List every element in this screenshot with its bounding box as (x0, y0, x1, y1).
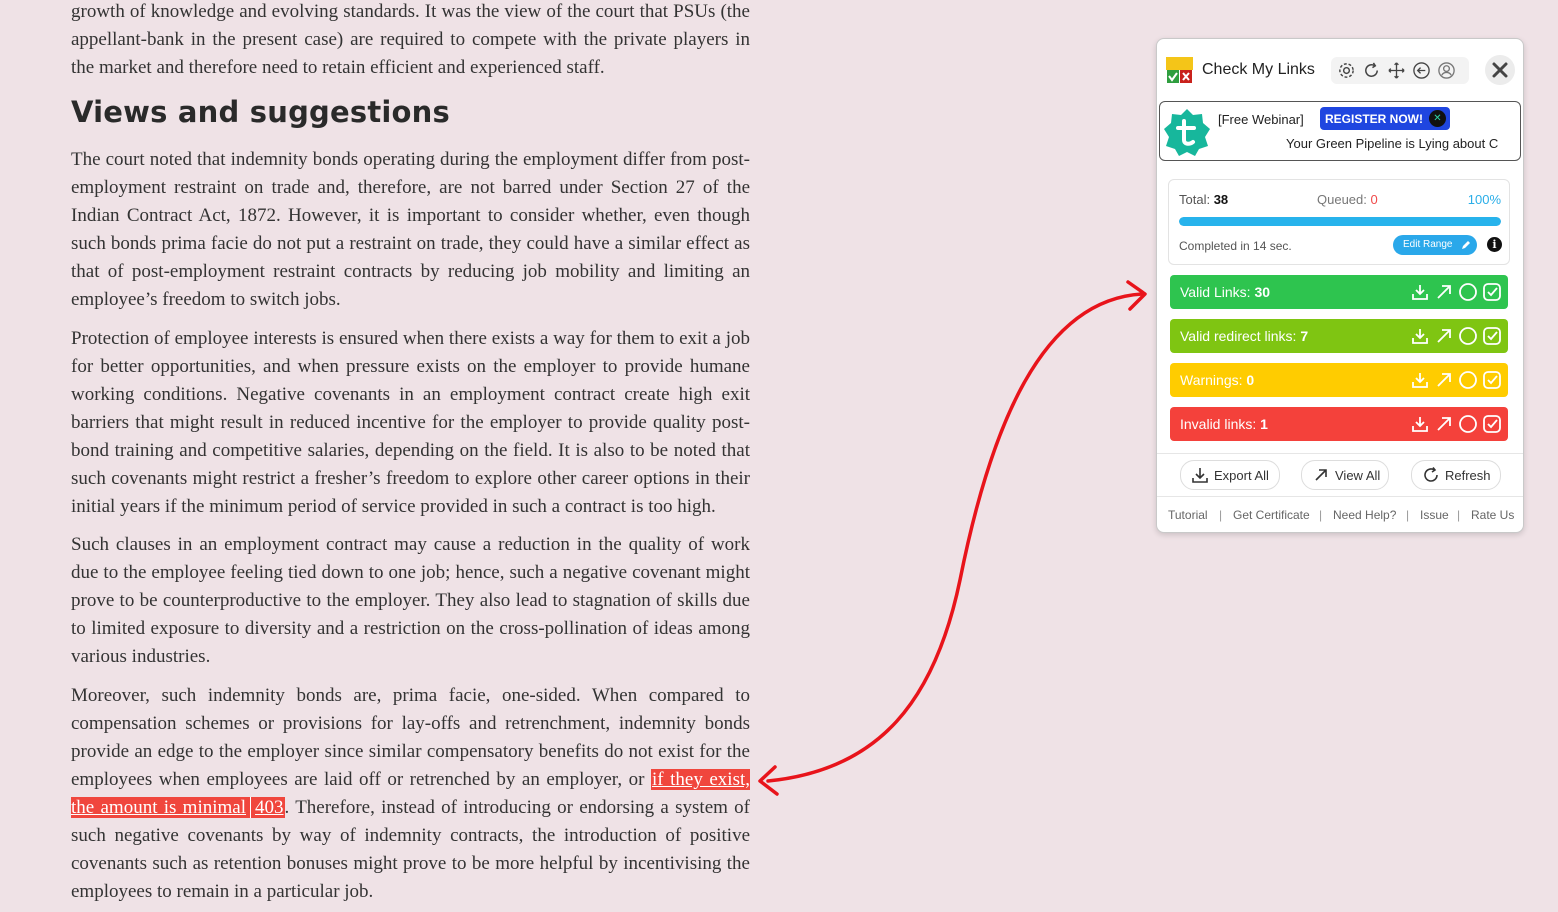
check-icon[interactable] (1482, 326, 1502, 346)
download-icon[interactable] (1410, 370, 1430, 390)
paragraph-4 (71, 682, 750, 906)
panel-toolbar (1331, 57, 1469, 84)
move-icon[interactable] (1387, 61, 1406, 80)
open-external-icon[interactable] (1434, 370, 1454, 390)
back-icon[interactable] (1412, 61, 1431, 80)
webinar-headline[interactable]: Your Green Pipeline is Lying about C (1286, 136, 1499, 151)
footer-separator: | (1219, 508, 1223, 522)
pencil-icon (1460, 239, 1472, 251)
paragraph-3: Such clauses in an employment contract may cause a reduction in the quality of work due to the employee feeling tied down to one job; hence, such a negative covenant might prove to be counterproductive to the employer. They also lead to stagnation of skills due to limited exposure to diversity and a restriction on the cross-pollination of ideas among various industries. (71, 534, 750, 667)
paragraph-intro: growth of knowledge and evolving standards. It was the view of the court that PSUs (the appellant-bank in the present case) are required to compete with the private players in the market and therefore need to retain efficient and experienced staff. (71, 1, 750, 78)
category-warnings[interactable] (1170, 363, 1508, 397)
circle-icon[interactable] (1458, 282, 1478, 302)
circle-icon[interactable] (1458, 414, 1478, 434)
invalid-link-text[interactable]: if they exist, the amount is minimal (71, 769, 750, 818)
category-label[interactable]: Valid Links: 30 (1180, 284, 1271, 300)
refresh-button[interactable] (1411, 460, 1501, 490)
sponsor-logo-icon: ✕ (1429, 110, 1446, 127)
download-icon[interactable] (1410, 326, 1430, 346)
download-icon[interactable] (1410, 282, 1430, 302)
paragraph-2: Protection of employee interests is ensured when there exists a way for them to exit a job for better opportunities, and when pressure exists on the employer to provide humane working conditions. Negative covenants in an employment contract create high exit barriers that might result in reduced incentive for the employer to provide quality post-bond training and competitive salaries, depending on the field. It is also to be noted that such covenants might restrict a fresher’s freedom to explore other career options in their initial years if the minimum period of service provided in such a contract is too high. (71, 328, 750, 517)
arrow-curve (768, 294, 1142, 781)
view-all-button[interactable] (1301, 460, 1389, 490)
info-icon[interactable]: i (1487, 237, 1502, 252)
category-label[interactable]: Valid redirect links: 7 (1180, 328, 1309, 344)
close-icon[interactable] (1485, 55, 1515, 85)
get-certificate-link[interactable]: Get Certificate (1233, 508, 1310, 522)
refresh-icon (1422, 466, 1440, 484)
open-external-icon[interactable] (1434, 326, 1454, 346)
need-help-link[interactable]: Need Help? (1333, 508, 1397, 522)
tutorial-link[interactable]: Tutorial (1168, 508, 1208, 522)
webinar-logo-icon (1162, 107, 1212, 157)
open-external-icon (1312, 466, 1330, 484)
progress-bar-fill (1179, 217, 1501, 226)
paragraph-4-text: Moreover, such indemnity bonds are, prima facie, one-sided. When compared to compensation schemes or provisions for lay-offs and retrenchment, indemnity bonds provide an edge to the employer since similar compensatory benefits do not exist for the employees when employees are laid off or retrenched by an employer, or (71, 685, 750, 790)
check-icon[interactable] (1482, 282, 1502, 302)
section-heading: Views and suggestions (71, 95, 450, 129)
category-valid-links[interactable] (1170, 275, 1508, 309)
arrow-head-right (1128, 282, 1145, 309)
progress-bar (1179, 217, 1501, 226)
account-icon[interactable] (1437, 61, 1456, 80)
stats-box (1168, 179, 1510, 265)
refresh-icon[interactable] (1362, 61, 1381, 80)
settings-icon[interactable] (1337, 61, 1356, 80)
category-valid-redirect-links[interactable] (1170, 319, 1508, 353)
refresh-label[interactable]: Refresh (1445, 468, 1491, 483)
close-button[interactable] (1485, 55, 1515, 85)
check-icon[interactable] (1482, 414, 1502, 434)
check-my-links-logo-icon (1166, 57, 1193, 84)
category-invalid-links[interactable] (1170, 407, 1508, 441)
circle-icon[interactable] (1458, 326, 1478, 346)
export-all-label[interactable]: Export All (1214, 468, 1269, 483)
footer-separator: | (1319, 508, 1323, 522)
action-bar (1157, 453, 1523, 497)
check-my-links-panel (1156, 38, 1524, 533)
status-code-badge: 403 (250, 797, 284, 818)
open-external-icon[interactable] (1434, 414, 1454, 434)
register-now-button[interactable] (1320, 107, 1450, 130)
total-count: Total: 38 (1179, 192, 1229, 207)
paragraph-4-tail: . Therefore, instead of introducing or endorsing a system of such negative covenants by way of indemnity contracts, the introduction of positive covenants such as retention bonuses might prove to be more helpful by incentivising the employees to remain in a particular job. (71, 797, 751, 902)
open-external-icon[interactable] (1434, 282, 1454, 302)
circle-icon[interactable] (1458, 370, 1478, 390)
panel-header (1157, 39, 1523, 101)
queued-count: Queued: 0 (1317, 192, 1378, 207)
category-label[interactable]: Invalid links: 1 (1180, 416, 1268, 432)
issue-link[interactable]: Issue (1420, 508, 1449, 522)
edit-range-label[interactable]: Edit Range (1403, 239, 1453, 250)
download-icon (1191, 466, 1209, 484)
progress-percent: 100% (1467, 192, 1501, 207)
paragraph-1: The court noted that indemnity bonds operating during the employment differ from post-employment restraint on trade and, therefore, are not barred under Section 27 of the Indian Contract Act, 1872. However, it is important to consider whether, even though such bonds prima facie do not put a restraint on trade, they could have a similar effect as that of post-employment restraint contracts by reducing job mobility and limiting an employee’s freedom to switch jobs. (71, 149, 750, 310)
webinar-ad-banner[interactable] (1159, 101, 1521, 161)
completed-status: Completed in 14 sec. (1179, 239, 1292, 253)
arrow-head-left (760, 767, 777, 794)
footer-separator: | (1457, 508, 1461, 522)
panel-title: Check My Links (1202, 61, 1315, 78)
edit-range-button[interactable] (1393, 235, 1477, 255)
footer-separator: | (1406, 508, 1410, 522)
category-label[interactable]: Warnings: 0 (1180, 372, 1255, 388)
check-icon[interactable] (1482, 370, 1502, 390)
rate-us-link[interactable]: Rate Us (1471, 508, 1515, 522)
export-all-button[interactable] (1180, 460, 1280, 490)
register-now-label[interactable]: REGISTER NOW! (1325, 112, 1423, 126)
view-all-label[interactable]: View All (1335, 468, 1381, 483)
download-icon[interactable] (1410, 414, 1430, 434)
webinar-tag: [Free Webinar] (1218, 112, 1304, 127)
